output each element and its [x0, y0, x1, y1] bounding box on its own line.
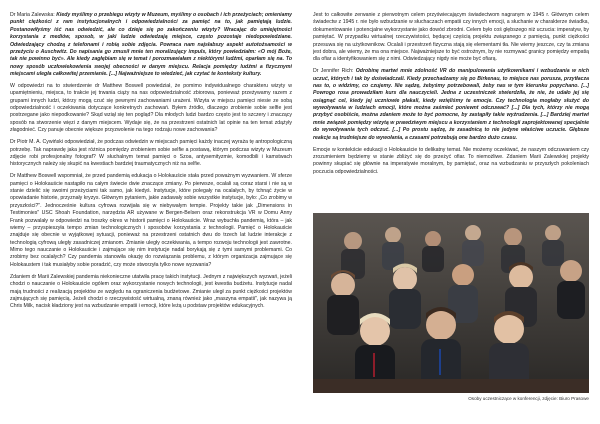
paragraph [313, 68, 589, 142]
conference-photo [313, 213, 589, 393]
quote-text: Kiedy myślimy o przebiegu wizyty w Muzeum, myślimy o osobach i ich przeżyciach; omieniamy punkt ciężkości z ram instytucjonalnych i odpowiedzialności za pamięć na to, jak pamiętają ludzie. Postanowiłyśmy iść nas odwiedzić, ale co dzieje się po zakończeniu wizyty? Wracając do umiejętności korzystania z mediów, sposob, w jaki ludzie odwiedzają miejsce, często pozostaje niedopowiedziane. Odwiedzający chodzą z telefonami i robią sobie zdjęcia. Powraca nam najsłabszy aspekt autotożsamości w przeżyciu o Auschwitz. Do napisania go zmusił mnie ten moralizujący impuls, który powiedziałm: «O mój Boże, tak nie powinno być». Ale kiedy zagłębiam się w temat i porozmawiałam z niektórymi ludźmi, oparłam się na. To nowy sposób uczłowiekowienia swojej obecności w danym miejscu. Relacja pomiędzy ludźmi a fizycznymi miejscami uległa całkowitej przemianie. [...] Najważniejsze to wiedzieć, jak czytać te konteksty kultury. [10, 12, 292, 77]
speaker-name: Dr Maria Zalewska: [10, 12, 57, 18]
paragraph: Emocje w kontekście edukacji o Holokauście to delikatny temat. Nie możemy oczekiwać, że naszym odczuwaniem czy zrozumieniem będziemy w stanie zbliżyć się do przeżyć ofiar. To niemożliwe. Zdaniem Marii Zalewskiej projekty powinny skupiać się głównie na imperatywie moralnym, by pamiętać, oraz na wzbudzaniu w przyszłych pokoleniach poczucia odpowiedzialności. [313, 146, 589, 175]
paragraph: W odpowiedzi na to stwierdzenie dr Matthew Boswell powiedział, że pomimo indywidualnego charakteru wizyty w upamiętnieniu, miejsca, to trakcie jej trwania ciąży na nas odpowiedzialność zbiorowa, ponieważ przeżywamy razem z grupami innych ludzi, którzy mogą czuć się pewnymi zachowaniami urażeni. Wizyta w miejscu pamięci niesie ze sobą odpowiedzialność i oczekiwania dotyczące konkretnych zachowań. Byłem źródło, dlaczego zrobienie sobie selfie jest postrzegane jako niepodkowanie? Skąd wziął się ten pogląd? Dla młodych ludzi bardzo często jest to szczery i znaczący sposób na stworzenie więzi z danym miejscem. Wydaje się, że na przestrzeni ostatnich lat opinie na ten temat zdążyły złagodnieć. Czy panuje obecnie większe przyzwolenie na tego rodzaju nowe zachowania? [10, 82, 292, 134]
paragraph: Dr Piotr M. A. Cywiński odpowiedział, że podczas odwiedzin w miejscach pamięci każdy inaczej wyraża tę antropologiczną potrzebę. Tak naprawdę jaka jest różnica pomiędzy zrobieniem sobie selfie a postawą, którym podczas wizyty w Muzeum zdjęcie robi profesjonalny fotograf? W słuchalnym temat pamięci o Szoa, antysemityzmie, komodbili i kamstwach historycznych należy się skupić na kwestiach bardziej traumatycznych niż na selfie. [10, 139, 292, 168]
paragraph: Zdaniem dr Marii Zalewskiej pandemia niekonieczne utatwiła pracę takich instytucji. Jednym z największych wyzwań, jeżeli chodzi o nauczanie o Holokauście ogólem oraz wykorzystanie nowych technologii, jest kwestia budżetu. Instytucje nadal mają trudności z realizacją projektów ze względu na ograniczenia budżetowe. Zmianie uległ za punkt ciężkości projektów zajmujących się pamięcią. Jeżeli chodzi o rzeczywistość wirtualną, znaną również jako „maszyna empatii", jak nazywa ją Chris Milk, nacisk kładziony jest na wzbudzanie empatii i emocji, które leżą u podstaw projektów edukacyjnych. [10, 273, 292, 310]
paragraph: Dr Matthew Boswell wspomniał, że przed pandemią edukacja o Holokauście stała przed poważnym wyzwaniem. W sferze pamięci o Holokauście nastąpiło na całym świecie dwie znaczące zmiany. Po pierwsze, ocalali są coraz starsi i nie są w stanie dzielić się swoimi przeżyciami tak samo, jak kiedyś. Instytucje, które polegały na ocalałych, by tchnąć życie w opowiadanie historie, przyznały kryzys. Głównym pytaniem, jakie zadawały sobie wszystkie instytucje, było: „Co zrobimy w przyszłości?". Jednocześnie kultura cyfrowa rozwijała się w niebywałym tempie. Projekty takie jak „Dimensions in Testimonies" USC Shoah Foundation, narzędzia AR używane w Bergen-Belsen oraz rekonstrukcja VR w Domu Anny Frank pozwalały w odpowiedzi na troszky okres w historii pamięci o Holokauście. Wraz wybuchła pandemią, która – jak wiemy – przyspieszyła tempo zmian technologicznych i sposobów korzystania z technologii. Pamięć o Holokauście znajduje się obecnie w wyjątkowej sytuacji, ponieważ na przestrzeni ostatnich dwu do trzech lat ludzie interakcje z technologią cyfrową uległy zasadniczej zmianom. Zmianie uległy oczekiwania, a tempo rozwoju technologii jest zawrotne. Mimo tego nauczanie o Holokauście i zajmujące się nim instytucje nadal borykają się z tymi samymi problemami. Co zrobimy bez ocalałych? Czy pandemia stanowiła okazję do rozwiązania problemu, z którym organizacja zajmujące się Holokaustem i tak musiałyby sobie poradzić, czy może stworzyła tylko nowe wyzwania? [10, 173, 292, 268]
left-text-column [10, 12, 292, 414]
paragraph: Jest to całkowite zerwanie z pierwotnym celem przyświecającym świadectwom nagranym w 1945 r. Głównym celem świadectw z 1945 r. nie było wzbudzanie w słuchaczach empatii czy innych emocji, a słuchanie w charakterze świadka, dokumentowanie i potencjalne wykorzystanie jako dowód zbrodni. Celem było coś głębszego niż uczucia: imperatyw, by pamiętać. W przypadku wirtualnej rzeczywistości, będącej częścią projektu związanego z pamięcią, punkt ciężkości przesuwa się na użytkownikow. Ocalali i przestrzeń fizyczna stają się elementami tła. Nie wiemy jeszcze, czy ta zmiana jest dobra, ale wiemy, że ma ona miejsce. Najważniejsze to być ostrożnym, by nie rozmywać granicy pomiędzy empatią dla ofiar a identyfikowaniem się z nimi. Odwiedzający nigdy nie może być ofiarą. [313, 12, 589, 63]
audience-photo-illustration [313, 213, 589, 393]
quote-text: Odrobinę martwi mnie zdolność VR do manipulowania użytkownikami i wzbudzania w nich uczuć, których i tak by doświadczali. Kiedy przechadzamy się po Birkenau, to miejsce nas porusza, przytłacza nas to, o widzimy, co czujemy. Nie sądzę, żebyśmy potrzebowali, żeby nas w tym kierunku popychano. [...] Powrogo rosa prowadziłam kurs dla nauczycieli. Jedna z uczestniczek stwierdziła, że nie, że udało jej się osiągnąć cel, kiedy jej uczniowie płakali, kiedy wzięliśmy te emocje. Czy technologia mogłaby służyć do wywoływania w ludziach emocji, które można zaśmieć poniewnt odczuwać? [...] Dla tych, którzy nie mogą przybyć osobiście, można zdaniem może to być pomocne, by zastąpiły takie wyżrudzenia. [...] Bardziej martwi mnie związek pomiędzy wizytą w prawdziwym miejscu a korzystaniem z technologii zaprojektowanej specjalnie do wywoływania tych odczuć. [...] Po prostu sądzę, że zasadnicą to nie jedyne właściwe uczucie. Głębsze reakcje są trudniejsze do wywołania, a czasami potrzebują one bardzo dużo czasu. [313, 68, 589, 141]
paragraph [10, 12, 292, 78]
photo-caption: Osoby uczestniczące w konferencji, zdjęcie: Biuro Prasowe [468, 396, 589, 401]
right-text-column [313, 12, 589, 208]
speaker-name: Dr Jennifer Rich: [313, 68, 356, 75]
